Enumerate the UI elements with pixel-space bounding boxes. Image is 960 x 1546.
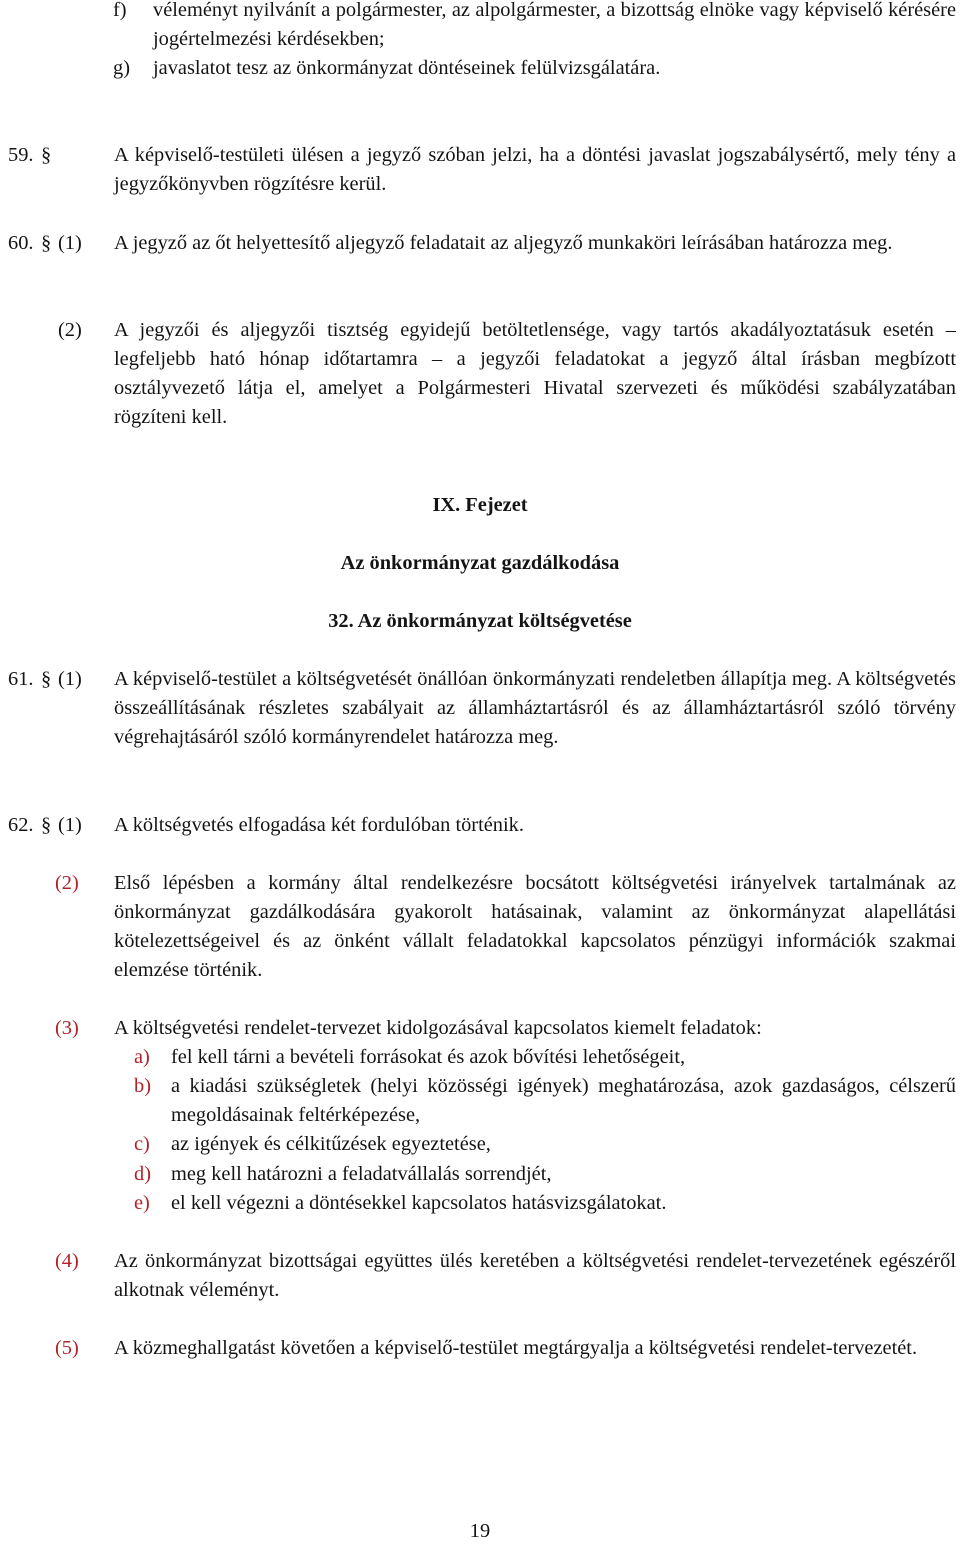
paragraph-text: Az önkormányzat bizottságai együttes ülés keretében a költségvetési rendelet-tervezetének egészéről alkotnak véleményt.	[114, 1250, 956, 1301]
paragraph-label: (2)	[55, 872, 79, 894]
list-item-text: javaslatot tesz az önkormányzat döntéseinek felülvizsgálatára.	[153, 57, 661, 79]
list-item-label: b)	[134, 1075, 151, 1097]
list-item-label: c)	[134, 1133, 150, 1155]
list-item-label: f)	[113, 0, 127, 21]
list-item-text: fel kell tárni a bevételi forrásokat és azok bővítési lehetőségeit,	[171, 1046, 686, 1068]
paragraph-text: A jegyzői és aljegyzői tisztség egyidejű betöltetlensége, vagy tartós akadályoztatásuk esetén – legfeljebb ható hónap időtartamra – a jegyzői feladatokat a jegyző által írásban megbízott osztályvezető látja el, amelyet a Polgármesteri Hivatal szervezeti és működési szabályzatában rögzíteni kell.	[114, 319, 956, 428]
list-item-label: g)	[113, 57, 130, 79]
paragraph-text: A jegyző az őt helyettesítő aljegyző feladatait az aljegyző munkaköri leírásában határozza meg.	[114, 232, 893, 254]
paragraph-text: Első lépésben a kormány által rendelkezésre bocsátott költségvetési irányelvek tartalmának az önkormányzat gazdálkodására gyakorolt hatásainak, valamint az önkormányzat alapellátási kötelezettségeivel és az önként vállalt feladatokkal kapcsolatos pénzügyi információk szakmai elemzése történik.	[114, 872, 956, 981]
list-item-text: az igények és célkitűzések egyeztetése,	[171, 1133, 491, 1155]
section-sign: §	[41, 232, 52, 254]
list-item-text: véleményt nyilvánít a polgármester, az alpolgármester, a bizottság elnöke vagy képviselő kérésére jogértelmezési kérdésekben;	[153, 0, 956, 50]
list-item-text: el kell végezni a döntésekkel kapcsolatos hatásvizsgálatokat.	[171, 1192, 667, 1214]
paragraph-text: A költségvetési rendelet-tervezet kidolgozásával kapcsolatos kiemelt feladatok:	[114, 1017, 762, 1039]
paragraph-label: (5)	[55, 1337, 79, 1359]
paragraph-text: A költségvetés elfogadása két fordulóban történik.	[114, 814, 524, 836]
list-item-label: a)	[134, 1046, 150, 1068]
list-item-text: meg kell határozni a feladatvállalás sorrendjét,	[171, 1163, 552, 1185]
chapter-subtitle: Az önkormányzat gazdálkodása	[340, 552, 620, 574]
paragraph-label: (1)	[58, 814, 82, 836]
page-number: 19	[469, 1520, 491, 1542]
list-item-label: e)	[134, 1192, 150, 1214]
section-heading: 32. Az önkormányzat költségvetése	[328, 610, 632, 632]
section-number: 61.	[8, 668, 34, 690]
paragraph-label: (4)	[55, 1250, 79, 1272]
section-number: 60.	[8, 232, 34, 254]
list-item-label: d)	[134, 1163, 151, 1185]
paragraph-label: (3)	[55, 1017, 79, 1039]
paragraph-label: (1)	[58, 668, 82, 690]
section-number: 59.	[8, 144, 34, 166]
list-item-text: a kiadási szükségletek (helyi közösségi igények) meghatározása, azok gazdaságos, célszerű megoldásainak feltérképezése,	[171, 1075, 956, 1126]
paragraph-text: A közmeghallgatást követően a képviselő-testület megtárgyalja a költségvetési rendelet-tervezetét.	[114, 1337, 918, 1359]
paragraph-text: A képviselő-testület a költségvetését önállóan önkormányzati rendeletben állapítja meg. A költségvetés összeállításának részletes szabályait az államháztartásról és az államháztartásról szóló törvény végrehajtásáról szóló kormányrendelet határozza meg.	[114, 668, 956, 748]
section-number: 62.	[8, 814, 34, 836]
section-sign: §	[41, 814, 52, 836]
paragraph-label: (1)	[58, 232, 82, 254]
paragraph-label: (2)	[58, 319, 82, 341]
chapter-title: IX. Fejezet	[432, 494, 528, 516]
section-text: A képviselő-testületi ülésen a jegyző szóban jelzi, ha a döntési javaslat jogszabálysértő, mely tény a jegyzőkönyvben rögzítésre kerül.	[114, 144, 956, 195]
section-sign: §	[41, 668, 52, 690]
section-sign: §	[41, 144, 52, 166]
